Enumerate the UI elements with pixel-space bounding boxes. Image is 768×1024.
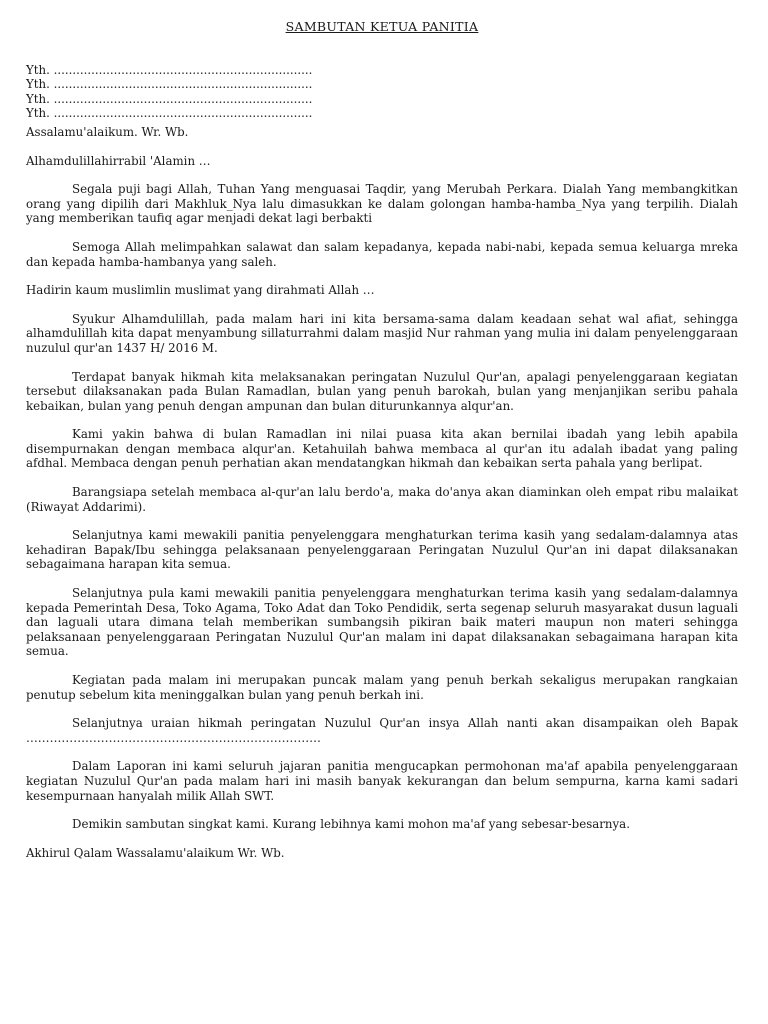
paragraph-gratitude: Syukur Alhamdulillah, pada malam hari ini kita bersama-sama dalam keadaan sehat wal afiat, sehingga alhamdulillah kita dapat menyambung sillaturrahmi dalam masjid Nur rahman yang mulia ini dalam penyelenggaraan nuzulul qur'an 1437 H/ 2016 M. [26,311,738,355]
paragraph-thanks-community: Selanjutnya pula kami mewakili panitia penyelenggara menghaturkan terima kasih yang sedalam-dalamnya kepada Pemerintah Desa, Toko Agama, Toko Adat dan Toko Pendidik, serta segenap seluruh masyarakat dusun laguali dan laguali utara dimana telah memberikan sumbangsih pikiran baik materi maupun non materi sehingga pelaksanaan penyelenggaraan Peringatan Nuzulul Qur'an malam ini dapat dilaksanakan sebagaimana harapan kita semua. [26,586,738,659]
recipient-list [26,63,738,121]
paragraph-ramadan: Kami yakin bahwa di bulan Ramadlan ini nilai puasa kita akan bernilai ibadah yang lebih apabila disempurnakan dengan membaca alqur'an. Ketahuilah bahwa membaca al qur'an itu adalah ibadat yang paling afdhal. Membaca dengan penuh perhatian akan mendatangkan hikmah dan kebaikan serta pahala yang berlipat. [26,427,738,471]
recipient-line: Yth. ..................................................................... [26,77,313,92]
recipient-line: Yth. ..................................................................... [26,62,313,77]
paragraph-salawat: Semoga Allah melimpahkan salawat dan salam kepadanya, kepada nabi-nabi, kepada semua keluarga mreka dan kepada hamba-hambanya yang saleh. [26,239,738,269]
closing-greeting: Akhirul Qalam Wassalamu'alaikum Wr. Wb. [26,845,285,860]
paragraph-speaker: Selanjutnya uraian hikmah peringatan Nuzulul Qur'an insya Allah nanti akan disampaikan oleh Bapak ………………………………………………………………… [26,716,738,745]
paragraph-event: Kegiatan pada malam ini merupakan puncak malam yang penuh berkah sekaligus merupakan rangkaian penutup sebelum kita meninggalkan bulan yang penuh berkah ini. [26,673,738,702]
paragraph-conclusion: Demikin sambutan singkat kami. Kurang lebihnya kami mohon ma'af yang sebesar-besarnya. [72,817,630,832]
paragraph-wisdom: Terdapat banyak hikmah kita melaksanakan peringatan Nuzulul Qur'an, apalagi penyelenggaraan kegiatan tersebut dilaksanakan pada Bulan Ramadlan, bulan yang penuh barokah, bulan yang menjanjikan seribu pahala kebaikan, bulan yang penuh dengan ampunan dan bulan diturunkannya alqur'an. [26,369,738,413]
paragraph-apology: Dalam Laporan ini kami seluruh jajaran panitia mengucapkan permohonan ma'af apabila penyelenggaraan kegiatan Nuzulul Qur'an pada malam hari ini masih banyak kekurangan dan belum sempurna, karna kami sadari kesempurnaan hanyalah milik Allah SWT. [26,759,738,803]
document-title: SAMBUTAN KETUA PANITIA [285,19,479,34]
opening-line: Alhamdulillahirrabil 'Alamin … [26,153,211,168]
paragraph-praise: Segala puji bagi Allah, Tuhan Yang menguasai Taqdir, yang Merubah Perkara. Dialah Yang membangkitkan orang yang dipilih dari Makhluk_Nya lalu dimasukkan ke dalam golongan hamba-hamba_Nya yang terpilih. Dialah yang memberikan taufiq agar menjadi dekat lagi berbakti [26,182,738,226]
paragraph-thanks-guests: Selanjutnya kami mewakili panitia penyelenggara menghaturkan terima kasih yang sedalam-dalamnya atas kehadiran Bapak/Ibu sehingga pelaksanaan penyelenggaraan Peringatan Nuzulul Qur'an ini dapat dilaksanakan sebagaimana harapan kita semua. [26,528,738,572]
recipient-line: Yth. ..................................................................... [26,106,313,121]
paragraph-prayer: Barangsiapa setelah membaca al-qur'an lalu berdo'a, maka do'anya akan diaminkan oleh empat ribu malaikat (Riwayat Addarimi). [26,485,738,514]
salutation: Assalamu'alaikum. Wr. Wb. [26,124,189,139]
recipient-line: Yth. ..................................................................... [26,91,313,106]
audience-address: Hadirin kaum muslimlin muslimat yang dirahmati Allah … [26,283,375,298]
